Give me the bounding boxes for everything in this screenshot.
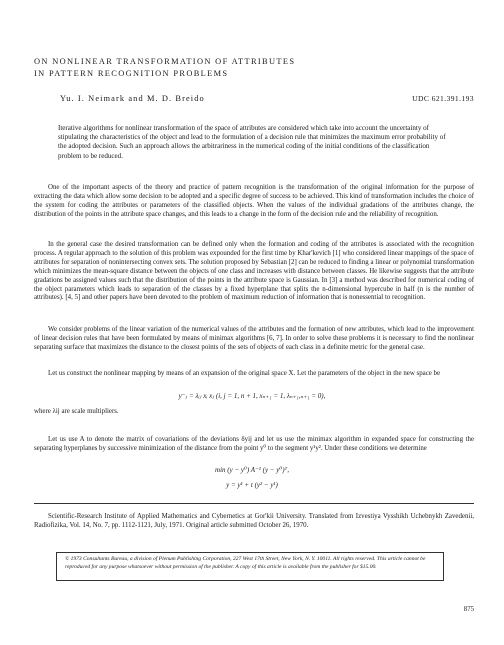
affiliation-note: Scientific-Research Institute of Applied Mathematics and Cybernetics at Gor'kii University. Translated from Izvestiya Vysshikh Uchebnykh Zavedenii, Radiofizika, Vol. 14, No. 7, pp. 1112-1121, July, 1971. Original article submitted October 26, 1970. xyxy=(34,513,474,530)
body-paragraph-6: Let us use A to denote the matrix of covariations of the deviations δyij and let us use the minimax algorithm in expanded space for constructing the separating hyperplanes by successive minimization of the distance from the point y⁰ to the segment y¹y². Under these conditions we determine xyxy=(34,436,474,452)
body-paragraph-5: where λij are scale multipliers. xyxy=(34,408,119,415)
body-paragraph-3: We consider problems of the linear variation of the numerical values of the attributes and the formation of new attributes, which lead to the improvement of linear decision rules that have been formulated by means of minimax algorithms [6, 7]. In order to solve these problems it is necessary to find the nonlinear separating surface that maximizes the distance to the closest points of the sets of objects of each class in a definite metric for the general case. xyxy=(34,326,474,351)
title-line-2: IN PATTERN RECOGNITION PROBLEMS xyxy=(34,69,229,78)
author-names: Yu. I. Neimark and M. D. Breido xyxy=(60,94,205,103)
equation-segment: y = y¹ + t (y² − y¹) xyxy=(226,481,278,489)
title-line-1: ON NONLINEAR TRANSFORMATION OF ATTRIBUTES xyxy=(34,57,296,66)
footnote-divider xyxy=(34,503,474,504)
udc-code: UDC 621.391.193 xyxy=(412,94,474,103)
article-title xyxy=(34,56,474,80)
page-number: 875 xyxy=(463,606,474,613)
body-paragraph-4: Let us construct the nonlinear mapping by means of an expansion of the original space X. Let the parameters of the object in the new space be xyxy=(48,370,441,377)
body-paragraph-1: One of the important aspects of the theory and practice of pattern recognition is the transformation of the original information for the purpose of extracting the data which allow some decision to be adopted and a specific degree of success to be achieved. This kind of transformation includes the choice of the system for coding the attributes or parameters of the classified objects. When the values of the individual gradations of the attributes change, the distribution of the points in the attribute space changes, and this leads to a change in the form of the decision rule and the reliability of recognition. xyxy=(34,184,474,218)
copyright-notice: © 1973 Consultants Bureau, a division of Plenum Publishing Corporation, 227 West 17th Street, New York, N. Y. 10011. All rights reserved. This article cannot be reproduced for any purpose whatsoever without permission of the publisher. A copy of this article is available from the publisher for $15.00. xyxy=(56,552,444,581)
equation-minimization: min (y − y⁰) A⁻¹ (y − y⁰)ᵀ, xyxy=(215,466,289,474)
equation-new-parameters: y⁻ⱼ = λᵢⱼ xᵢ xⱼ (i, j = 1, n + 1, xₙ₊₁ = 1, λₙ₊₁,ₙ₊₁ = 0), xyxy=(178,392,326,400)
abstract: Iterative algorithms for nonlinear transformation of the space of attributes are considered which take into account the uncertainty of stipulating the characteristics of the object and lead to the formulation of a decision rule that minimizes the maximum error probability of the adopted decision. Such an approach allows the arbitrariness in the numerical coding of the initial conditions of the classification problem to be reduced. xyxy=(58,124,446,160)
body-paragraph-2: In the general case the desired transformation can be defined only when the formation and coding of the attributes is associated with the recognition process. A regular approach to the solution of this problem was expounded for the first time by Khar'kevich [1] who considered linear mappings of the space of attributes for separation of nonintersecting convex sets. The solution proposed by Sebastian [2] can be reduced to finding a linear or polynomial transformation which minimizes the mean-square distance between the objects of one class and increases with distance between classes. He likewise suggests that the attribute gradations be assigned values such that the distribution of the points in the attribute space is Gaussian. In [3] a method was described for numerical coding of the object parameters which leads to separation of the classes by a fixed hyperplane that splits the n-dimensional hypercube in half (n is the number of attributes). [4, 5] and other papers have been devoted to the problem of maximum reduction of information that is nonessential to recognition. xyxy=(34,241,474,302)
